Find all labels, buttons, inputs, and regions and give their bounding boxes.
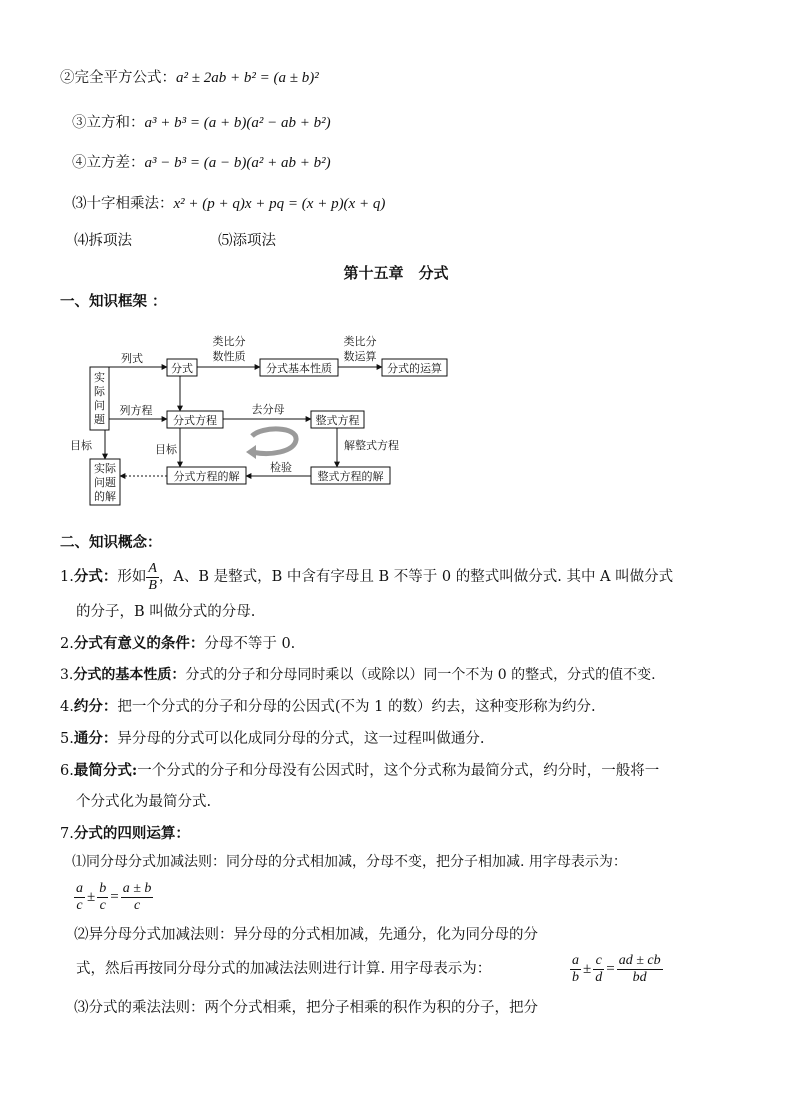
- cross-mult-line: [72, 194, 385, 214]
- fraction-denominator: c: [133, 897, 141, 913]
- box-real-solution-line: 的解: [94, 490, 116, 503]
- concept-6: [60, 761, 659, 781]
- rule-3-text: ⑶分式的乘法法则：两个分式相乘，把分子相乘的积作为积的分子，把分: [74, 1000, 538, 1016]
- section-concepts-heading: 二、知识概念：: [60, 534, 162, 551]
- concept-1-number: 1.: [60, 569, 74, 585]
- concept-6-term: 最简分式:: [73, 762, 138, 779]
- curved-return-arrow: [252, 429, 296, 454]
- rule-2-text: ⑵异分母分式加减法则：异分母的分式相加减，先通分，化为同分母的分: [74, 927, 538, 943]
- fraction-numerator: a: [76, 880, 83, 896]
- box-integral-eq-solution-label: 整式方程的解: [317, 470, 384, 483]
- rule-2-text-cont: 式，然后再按同分母分式的加减法法则进行计算. 用字母表示为：: [76, 961, 492, 977]
- concept-2-text: 分母不等于 0.: [204, 636, 296, 652]
- concept-5-number: 5.: [60, 731, 74, 747]
- fraction-numerator: c: [593, 953, 604, 970]
- fraction: [97, 881, 108, 914]
- label-list-expr: 列式: [121, 352, 143, 365]
- cube-diff-formula: a³ − b³ = (a − b)(a² + ab + b²): [144, 155, 331, 171]
- box-real-problem-char: 际: [94, 385, 105, 398]
- concept-2-term: 分式有意义的条件：: [73, 635, 205, 652]
- box-fraction-ops-label: 分式的运算: [387, 362, 442, 375]
- cube-sum-label: ③立方和：: [72, 115, 145, 131]
- cube-diff-label: ④立方差：: [72, 155, 145, 171]
- add-term-method: ⑸添项法: [218, 233, 276, 249]
- fraction-denominator: c: [99, 897, 106, 913]
- curved-return-arrow-head: [246, 445, 256, 459]
- fraction-numerator: A: [148, 560, 157, 576]
- concept-2: [60, 634, 295, 654]
- box-fraction-label: 分式: [171, 362, 193, 375]
- concept-2-number: 2.: [60, 636, 74, 652]
- concept-4-term: 约分：: [73, 698, 118, 715]
- concept-1-pre: 形如: [117, 569, 147, 585]
- box-real-problem-char: 题: [94, 413, 105, 426]
- section-framework-heading: 一、知识框架 ：: [60, 293, 167, 310]
- fraction-denominator: b: [572, 969, 579, 985]
- perfect-square-line: [60, 68, 319, 88]
- concept-6-cont: 个分式化为最简分式.: [76, 794, 212, 810]
- concept-4-number: 4.: [60, 699, 74, 715]
- concept-7: [60, 824, 190, 844]
- knowledge-framework-diagram: [60, 328, 460, 513]
- fraction-a-over-b: [146, 561, 159, 594]
- label-list-eq: 列方程: [119, 404, 153, 417]
- box-integral-eq-label: 整式方程: [315, 414, 360, 427]
- concept-5-term: 通分：: [73, 730, 118, 747]
- box-real-solution-line: 实际: [94, 462, 116, 475]
- concept-5-text: 异分母的分式可以化成同分母的分式，这一过程叫做通分.: [117, 731, 485, 747]
- concept-4-text: 把一个分式的分子和分母的公因式(不为 1 的数）约去，这种变形称为约分.: [117, 699, 596, 715]
- fraction: [570, 953, 581, 986]
- concept-6-number: 6.: [60, 763, 74, 779]
- concept-3-text: 分式的分子和分母同时乘以（或除以）同一个不为 0 的整式，分式的值不变.: [185, 667, 656, 683]
- cube-sum-formula: a³ + b³ = (a + b)(a² − ab + b²): [144, 115, 331, 131]
- box-real-problem-char: 实: [94, 371, 105, 384]
- label-target-mid: 目标: [155, 443, 177, 456]
- concept-4: [60, 697, 596, 717]
- box-fraction-eq-solution-label: 分式方程的解: [173, 470, 240, 483]
- concept-1-text: ，A、B 是整式，B 中含有字母且 B 不等于 0 的整式叫做分式. 其中 A 叫做分式: [158, 569, 674, 585]
- fraction-denominator: bd: [632, 969, 647, 985]
- concept-1: [60, 560, 673, 594]
- operator-plus-minus: ±: [87, 889, 96, 905]
- rule-2-formula: [570, 951, 663, 987]
- concept-1-cont: 的分子，B 叫做分式的分母.: [76, 604, 256, 620]
- operator-plus-minus: ±: [583, 961, 592, 977]
- fraction: [121, 881, 154, 914]
- fraction: [593, 953, 604, 986]
- fraction-numerator: b: [99, 880, 107, 896]
- split-term-method: ⑷拆项法: [74, 233, 132, 249]
- fraction: [74, 881, 85, 914]
- concept-7-term: 分式的四则运算：: [73, 825, 190, 842]
- label-solve-integral: 解整式方程: [344, 439, 399, 452]
- box-fraction-eq-label: 分式方程: [173, 414, 217, 427]
- concept-3-term: 分式的基本性质：: [73, 667, 186, 683]
- cross-mult-label: ⑶十字相乘法：: [72, 196, 174, 212]
- label-analogy-property: 数性质: [212, 350, 246, 363]
- label-analogy-ops: 类比分: [343, 335, 377, 348]
- cross-mult-formula: x² + (p + q)x + pq = (x + p)(x + q): [173, 196, 386, 212]
- fraction-denominator: c: [76, 897, 83, 913]
- box-basic-property-label: 分式基本性质: [266, 362, 332, 375]
- fraction-denominator: d: [595, 969, 603, 985]
- box-real-problem-char: 问: [94, 399, 105, 412]
- fraction-denominator: B: [148, 577, 157, 593]
- label-target-left: 目标: [70, 439, 92, 452]
- perfect-square-formula: a² ± 2ab + b² = (a ± b)²: [176, 70, 319, 86]
- label-remove-den: 去分母: [251, 403, 285, 416]
- chapter-title: 第十五章 分式: [343, 264, 449, 282]
- concept-3: [60, 665, 656, 685]
- fraction-numerator: a ± b: [122, 880, 152, 896]
- concept-7-number: 7.: [60, 826, 74, 842]
- perfect-square-label: ②完全平方公式：: [60, 70, 176, 86]
- operator-equals: =: [110, 889, 119, 905]
- concept-3-number: 3.: [60, 667, 74, 683]
- fraction: [617, 953, 663, 986]
- concept-1-term: 分式：: [73, 568, 118, 585]
- rule-1-text: ⑴同分母分式加减法则：同分母的分式相加减，分母不变，把分子相加减. 用字母表示为：: [72, 854, 627, 870]
- operator-equals: =: [606, 961, 615, 977]
- cube-sum-line: [72, 113, 331, 133]
- label-analogy-ops: 数运算: [343, 350, 377, 363]
- fraction-numerator: a: [572, 952, 579, 968]
- cube-diff-line: [72, 153, 331, 173]
- box-real-solution-line: 问题: [94, 476, 116, 489]
- concept-5: [60, 729, 484, 749]
- fraction-numerator: ad ± cb: [618, 952, 661, 968]
- rule-1-formula: [74, 879, 153, 915]
- concept-6-text: 一个分式的分子和分母没有公因式时，这个分式称为最简分式，约分时，一般将一: [137, 763, 660, 779]
- label-check: 检验: [270, 461, 292, 474]
- label-analogy-property: 类比分: [212, 335, 246, 348]
